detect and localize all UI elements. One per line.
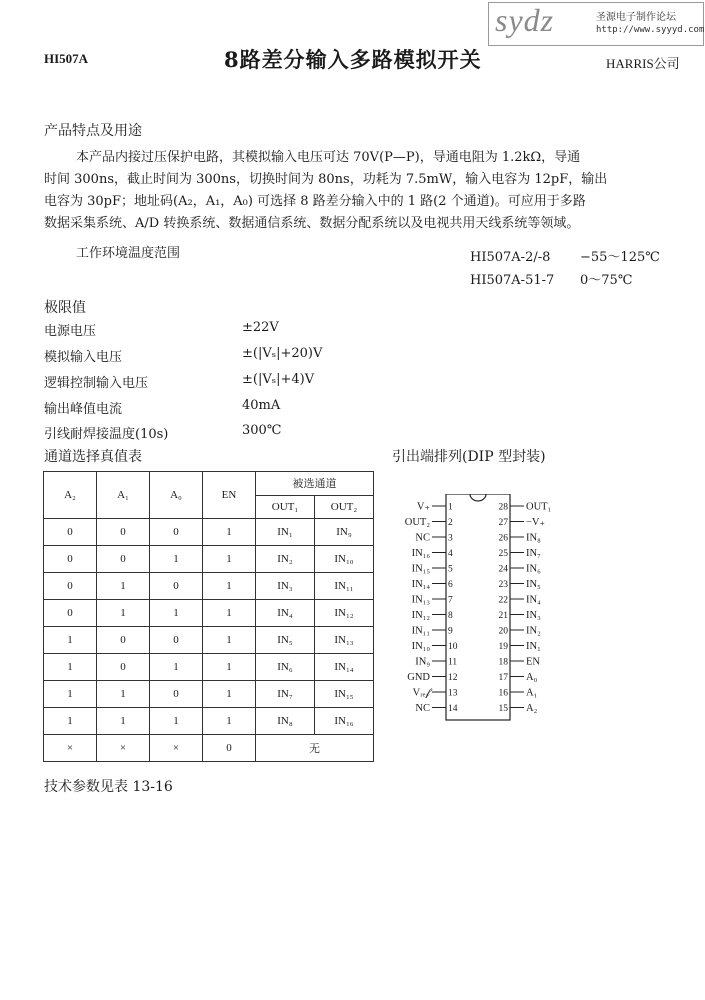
pin-number: 5: [448, 564, 453, 575]
column-header: OUT₁: [256, 495, 315, 519]
dip-notch: [470, 494, 486, 501]
table-cell: 1: [97, 600, 150, 627]
table-cell: 0: [97, 627, 150, 654]
limits-heading: 极限值: [44, 300, 86, 316]
pin-name: IN₁₆: [411, 548, 430, 559]
pin-name: NC: [415, 532, 430, 544]
pin-number: 27: [498, 518, 508, 528]
column-header: EN: [203, 472, 256, 519]
pin-number: 15: [498, 704, 508, 714]
table-cell: 1: [150, 600, 203, 627]
pin-name: IN₁₄: [411, 579, 430, 590]
limit-value: 300℃: [242, 423, 282, 438]
table-cell: 0: [44, 573, 97, 600]
table-cell: IN₄: [256, 600, 315, 627]
features-paragraph: [44, 147, 607, 235]
page-title: 8路差分输入多路模拟开关: [224, 47, 482, 72]
left-pins: [405, 502, 458, 715]
table-cell: 0: [150, 627, 203, 654]
pin-number: 10: [448, 642, 458, 652]
pin-name: IN₂: [526, 625, 541, 637]
pin-number: 23: [498, 580, 508, 590]
table-cell: 0: [44, 546, 97, 573]
table-cell: IN₇: [256, 681, 315, 708]
pin-number: 6: [448, 580, 453, 590]
pin-name: IN₁: [526, 641, 541, 652]
pin-number: 28: [498, 502, 508, 513]
features-heading: 产品特点及用途: [44, 123, 142, 139]
features-line: 本产品内接过压保护电路，其模拟输入电压可达 70V(P—P)，导通电阻为 1.2kΩ，导通: [76, 150, 581, 165]
table-cell: 1: [97, 708, 150, 735]
pin-number: 7: [448, 595, 453, 606]
table-cell: 0: [150, 573, 203, 600]
dip-package-diagram: [392, 494, 572, 722]
table-cell: 1: [203, 654, 256, 681]
table-cell: 1: [44, 627, 97, 654]
pin-number: 16: [498, 688, 508, 699]
table-row: [44, 708, 374, 735]
truth-table: [43, 471, 374, 762]
table-cell: IN₅: [256, 627, 315, 654]
table-cell: 0: [97, 546, 150, 573]
table-cell: 0: [203, 735, 256, 762]
watermark-url: http://www.syyyd.com: [596, 25, 705, 35]
pin-name: V₊: [416, 501, 430, 513]
limit-name: 输出峰值电流: [44, 402, 123, 417]
table-row: [44, 573, 374, 600]
pin-name: IN₁₁: [411, 625, 430, 637]
table-cell: 1: [203, 681, 256, 708]
table-cell: IN₁₆: [315, 708, 374, 735]
pin-number: 8: [448, 611, 453, 621]
temp-range-model: HI507A-51-7: [470, 273, 555, 288]
features-line: 数据采集系统、A/D 转换系统、数据通信系统、数据分配系统以及电视共用天线系统等领域。: [44, 216, 580, 231]
table-cell: 1: [150, 708, 203, 735]
pin-name: IN₆: [526, 563, 541, 575]
table-cell: IN₁₀: [315, 546, 374, 573]
table-cell: 1: [203, 708, 256, 735]
limit-name: 电源电压: [44, 324, 97, 339]
limit-name: 引线耐焊接温度(10s): [44, 427, 169, 442]
pin-number: 18: [498, 657, 508, 668]
temp-range-value: 0～75℃: [580, 273, 633, 288]
limit-value: 40mA: [242, 398, 281, 413]
table-row: [44, 600, 374, 627]
part-number: HI507A: [44, 51, 89, 66]
pin-number: 22: [498, 595, 508, 606]
pin-name: GND: [407, 672, 430, 683]
pin-name: A₁: [526, 687, 538, 699]
pin-number: 20: [498, 626, 508, 637]
temp-range-value: −55～125℃: [580, 250, 660, 265]
table-cell: IN₁₂: [315, 600, 374, 627]
pin-number: 2: [448, 518, 453, 528]
limit-name: 逻辑控制输入电压: [44, 376, 149, 391]
table-cell: IN₁₃: [315, 627, 374, 654]
pin-name: NC: [415, 703, 430, 714]
pin-name: IN₅: [526, 579, 541, 590]
pin-number: 25: [498, 549, 508, 559]
table-cell: 1: [97, 681, 150, 708]
pin-name: A₂: [526, 703, 538, 714]
pin-number: 14: [448, 704, 458, 714]
pin-number: 17: [498, 673, 508, 683]
table-row: [44, 735, 374, 762]
limit-value: ±22V: [242, 320, 279, 335]
table-cell: 1: [150, 654, 203, 681]
table-cell: 1: [203, 573, 256, 600]
table-cell: ×: [150, 735, 203, 762]
table-cell: 0: [97, 519, 150, 546]
column-header: A₂: [44, 472, 97, 519]
table-cell: 1: [203, 627, 256, 654]
table-cell: 1: [203, 519, 256, 546]
pin-name: A₀: [526, 672, 538, 683]
pin-name: IN₃: [526, 610, 541, 621]
pin-name: Vᵣₑ𝒻: [412, 687, 430, 699]
watermark-site-name: 圣源电子制作论坛: [596, 12, 676, 23]
footer-note: 技术参数见表 13-16: [44, 779, 173, 795]
pin-number: 1: [448, 502, 453, 513]
table-cell: 0: [150, 519, 203, 546]
pin-name: IN₄: [526, 594, 541, 606]
table-cell: 0: [97, 654, 150, 681]
table-cell: ×: [44, 735, 97, 762]
limit-name: 模拟输入电压: [44, 350, 123, 365]
table-row: [44, 681, 374, 708]
table-cell: 1: [150, 546, 203, 573]
pin-number: 13: [448, 688, 458, 699]
pin-number: 9: [448, 626, 453, 637]
table-cell: ×: [97, 735, 150, 762]
table-cell: 1: [44, 654, 97, 681]
pin-number: 19: [498, 642, 508, 652]
pinout-heading: 引出端排列(DIP 型封装): [392, 449, 546, 465]
pin-name: OUT₂: [404, 517, 430, 528]
table-cell: 0: [44, 600, 97, 627]
table-cell: IN₂: [256, 546, 315, 573]
limit-value: ±(|Vₛ|+4)V: [242, 372, 315, 387]
pin-number: 24: [498, 564, 508, 575]
table-cell: 1: [44, 708, 97, 735]
table-row: [44, 519, 374, 546]
table-cell: IN₃: [256, 573, 315, 600]
table-row: [44, 627, 374, 654]
table-row: [44, 546, 374, 573]
column-header: A₀: [150, 472, 203, 519]
table-row: [44, 654, 374, 681]
pin-name: IN₁₅: [411, 563, 430, 575]
pin-name: IN₈: [526, 532, 541, 544]
table-cell: 1: [203, 600, 256, 627]
pin-name: IN₁₃: [411, 594, 430, 606]
temp-range-label: 工作环境温度范围: [76, 246, 181, 261]
pin-number: 3: [448, 533, 453, 544]
watermark: [488, 2, 704, 46]
manufacturer: HARRIS公司: [606, 56, 680, 71]
features-line: 时间 300ns，截止时间为 300ns，切换时间为 80ns，功耗为 7.5mW，输入电容为 12pF，输出: [44, 172, 608, 187]
pin-name: OUT₁: [526, 501, 552, 513]
column-group-header: 被选通道: [256, 472, 374, 496]
pin-number: 11: [448, 657, 458, 668]
table-cell: IN₉: [315, 519, 374, 546]
table-cell: 0: [44, 519, 97, 546]
table-cell: 无: [256, 735, 374, 762]
table-cell: IN₁₄: [315, 654, 374, 681]
table-cell: IN₈: [256, 708, 315, 735]
pin-number: 12: [448, 673, 458, 683]
pin-name: −V₊: [526, 517, 546, 528]
pin-name: IN₇: [526, 548, 541, 559]
pin-number: 26: [498, 533, 508, 544]
pin-name: IN₁₀: [411, 641, 430, 652]
temp-range-model: HI507A-2/-8: [470, 250, 551, 265]
table-cell: 1: [44, 681, 97, 708]
column-header: A₁: [97, 472, 150, 519]
column-header: OUT₂: [315, 495, 374, 519]
pin-name: IN₁₂: [411, 610, 430, 621]
pin-name: EN: [526, 656, 540, 668]
table-cell: 1: [203, 546, 256, 573]
features-line: 电容为 30pF；地址码(A₂，A₁，A₀) 可选择 8 路差分输入中的 1 路(2 个通道)。可应用于多路: [44, 194, 586, 209]
pin-number: 21: [498, 611, 508, 621]
table-cell: IN₁₅: [315, 681, 374, 708]
pin-name: IN₉: [415, 656, 430, 668]
right-pins: [499, 502, 552, 715]
table-cell: 1: [97, 573, 150, 600]
watermark-logo: sydz: [495, 2, 555, 38]
table-cell: IN₁₁: [315, 573, 374, 600]
truth-table-heading: 通道选择真值表: [44, 449, 142, 465]
table-cell: IN₁: [256, 519, 315, 546]
pin-number: 4: [448, 549, 453, 559]
table-cell: 0: [150, 681, 203, 708]
limit-value: ±(|Vₛ|+20)V: [242, 346, 323, 361]
table-cell: IN₆: [256, 654, 315, 681]
